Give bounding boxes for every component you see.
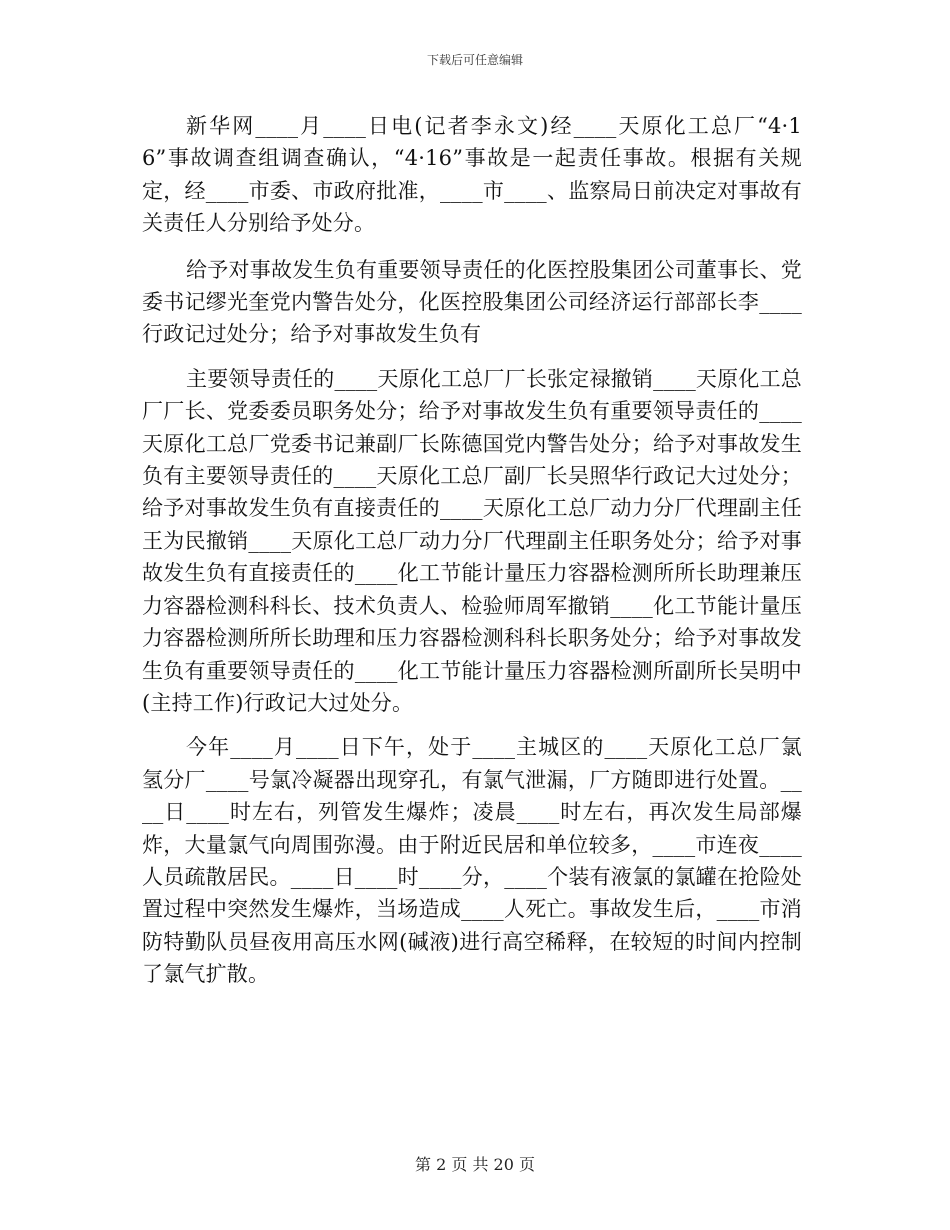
paragraph-3: 主要领导责任的____天原化工总厂厂长张定禄撤销____天原化工总厂厂长、党委委员职务处分；给予对事故发生负有重要领导责任的____天原化工总厂党委书记兼副厂长陈德国党内警告处分；给予对事故发生负有主要领导责任的____天原化工总厂副厂长吴照华行政记大过处分；给予对事故发生负有直接责任的____天原化工总厂动力分厂代理副主任王为民撤销____天原化工总厂动力分厂代理副主任职务处分；给予对事故发生负有直接责任的____化工节能计量压力容器检测所所长助理兼压力容器检测科科长、技术负责人、检验师周军撤销____化工节能计量压力容器检测所所长助理和压力容器检测科科长职务处分；给予对事故发生负有重要领导责任的____化工节能计量压力容器检测所副所长吴明中(主持工作)行政记大过处分。 <box>142 366 802 715</box>
paragraph-2: 给予对事故发生负有重要领导责任的化医控股集团公司董事长、党委书记缪光奎党内警告处分，化医控股集团公司经济运行部部长李____行政记过处分；给予对事故发生负有 <box>142 257 802 347</box>
document-body <box>142 110 802 991</box>
page-number: 第 2 页 共 20 页 <box>415 1155 535 1174</box>
paragraph-4: 今年____月____日下午，处于____主城区的____天原化工总厂氯氢分厂____号氯冷凝器出现穿孔，有氯气泄漏，厂方随即进行处置。____日____时左右，列管发生爆炸；凌晨____时左右，再次发生局部爆炸，大量氯气向周围弥漫。由于附近民居和单位较多，____市连夜____人员疏散居民。____日____时____分，____个装有液氯的氯罐在抢险处置过程中突然发生爆炸，当场造成____人死亡。事故发生后，____市消防特勤队员昼夜用高压水网(碱液)进行高空稀释，在较短的时间内控制了氯气扩散。 <box>142 735 802 987</box>
header-note: 下载后可任意编辑 <box>426 53 523 67</box>
paragraph-1: 新华网____月____日电(记者李永文)经____天原化工总厂“4·16”事故调查组调查确认，“4·16”事故是一起责任事故。根据有关规定，经____市委、市政府批准，____市____、监察局日前决定对事故有关责任人分别给予处分。 <box>142 114 802 236</box>
